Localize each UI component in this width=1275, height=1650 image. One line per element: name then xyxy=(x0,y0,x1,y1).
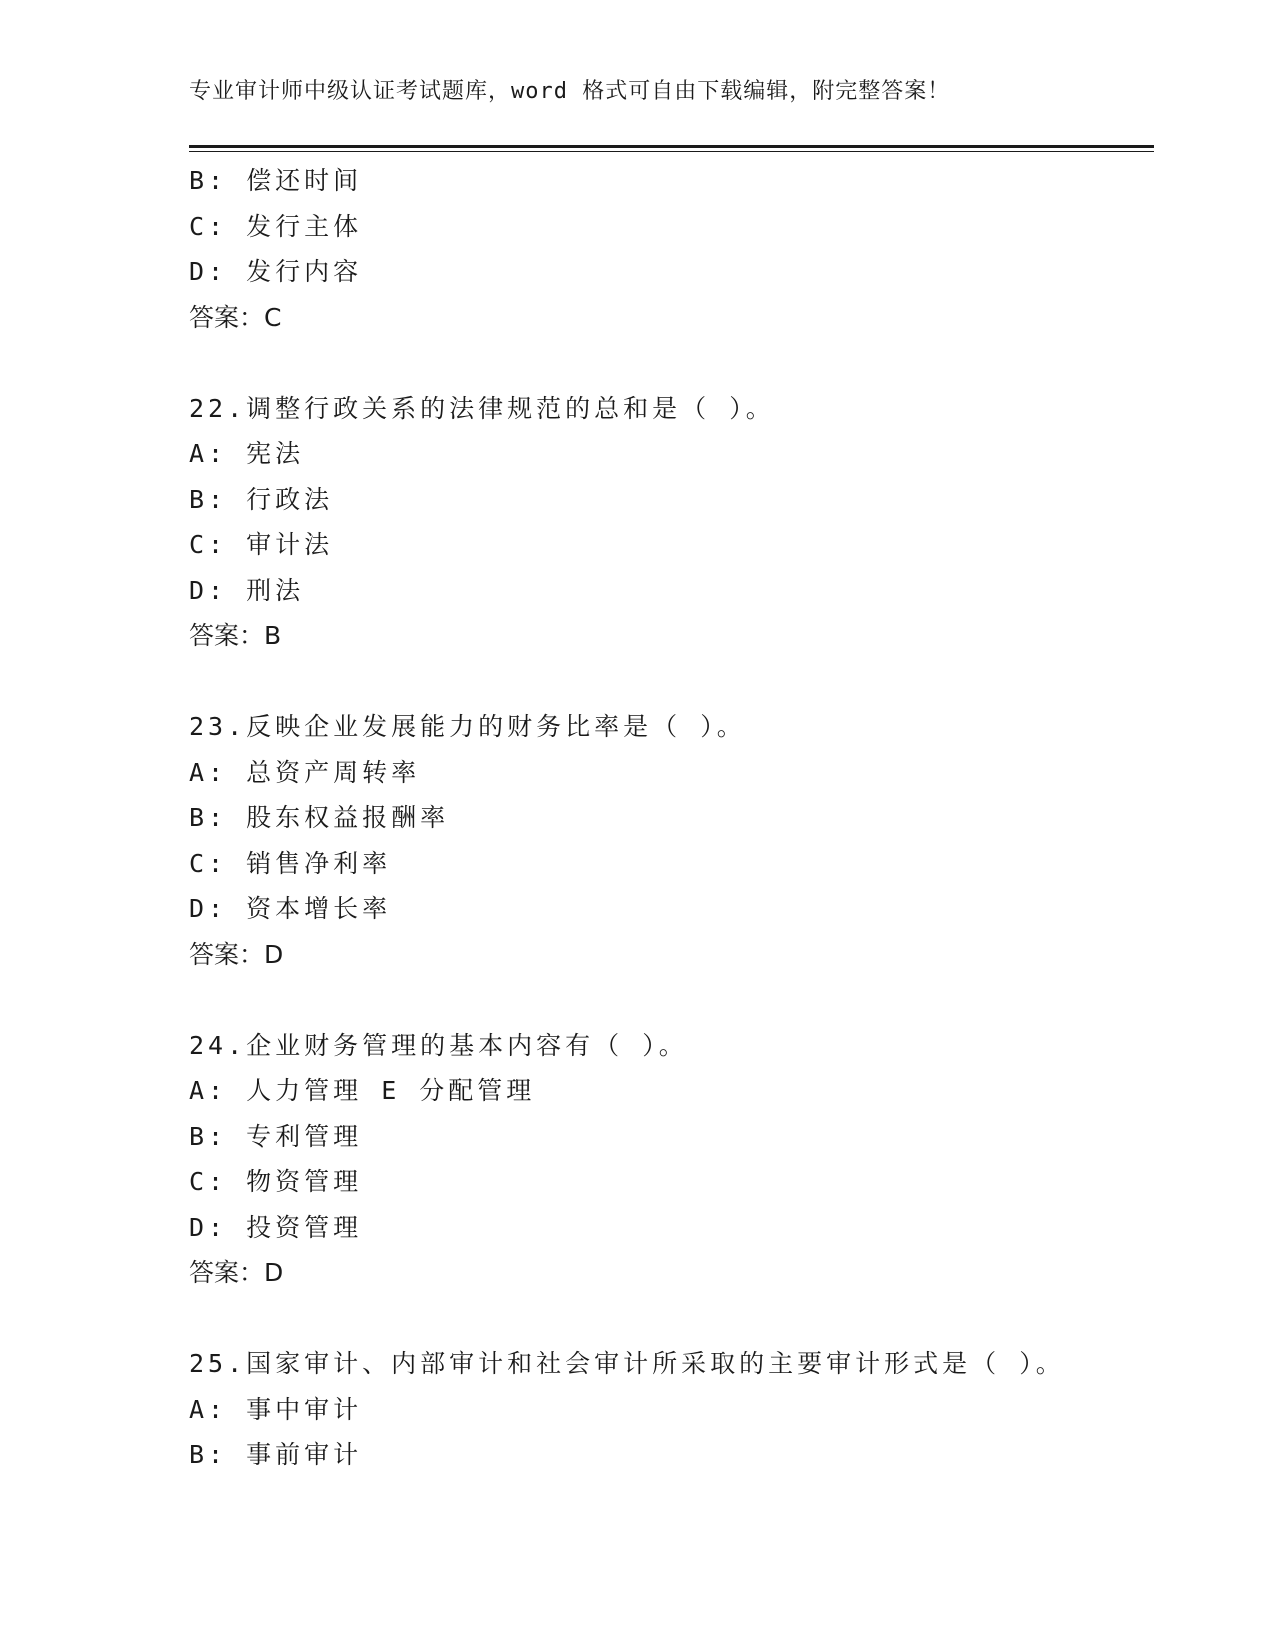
answer-line: 答案：D xyxy=(189,939,284,969)
spacer xyxy=(189,659,1154,705)
question-25 xyxy=(189,1341,1154,1478)
option-a: A: 事中审计 xyxy=(189,1394,363,1424)
spacer xyxy=(189,1296,1154,1342)
answer-line: 答案：C xyxy=(189,302,282,332)
page-header: 专业审计师中级认证考试题库，word 格式可自由下载编辑，附完整答案！ xyxy=(189,79,951,104)
option-c: C: 销售净利率 xyxy=(189,848,392,878)
option-c: C: 发行主体 xyxy=(189,211,363,241)
option-a: A: 宪法 xyxy=(189,439,305,468)
option-d: D: 发行内容 xyxy=(189,257,363,286)
question-stem: 23.反映企业发展能力的财务比率是（ ）。 xyxy=(189,712,746,741)
question-stem: 25.国家审计、内部审计和社会审计所采取的主要审计形式是（ ）。 xyxy=(189,1349,1065,1378)
option-b: B: 行政法 xyxy=(189,484,334,514)
answer-line: 答案：D xyxy=(189,1258,284,1287)
option-a: A: 总资产周转率 xyxy=(189,757,421,787)
spacer xyxy=(189,340,1154,386)
spacer xyxy=(189,977,1154,1023)
question-stem: 22.调整行政关系的法律规范的总和是（ ）。 xyxy=(189,393,775,423)
option-c: C: 审计法 xyxy=(189,530,334,559)
continued-question xyxy=(189,158,1154,340)
option-b: B: 股东权益报酬率 xyxy=(189,803,450,832)
option-b: B: 事前审计 xyxy=(189,1440,363,1469)
option-d: D: 投资管理 xyxy=(189,1212,363,1242)
question-23 xyxy=(189,704,1154,977)
question-22 xyxy=(189,386,1154,659)
option-b: B: 偿还时间 xyxy=(189,166,363,195)
answer-line: 答案：B xyxy=(189,621,282,650)
option-b: B: 专利管理 xyxy=(189,1121,363,1151)
option-d: D: 刑法 xyxy=(189,575,305,605)
option-d: D: 资本增长率 xyxy=(189,894,392,923)
option-a: A: 人力管理 E 分配管理 xyxy=(189,1076,536,1105)
option-c: C: 物资管理 xyxy=(189,1167,363,1196)
question-24 xyxy=(189,1023,1154,1296)
header-divider xyxy=(189,145,1154,152)
document-body xyxy=(189,158,1154,1478)
question-stem: 24.企业财务管理的基本内容有（ ）。 xyxy=(189,1030,688,1060)
